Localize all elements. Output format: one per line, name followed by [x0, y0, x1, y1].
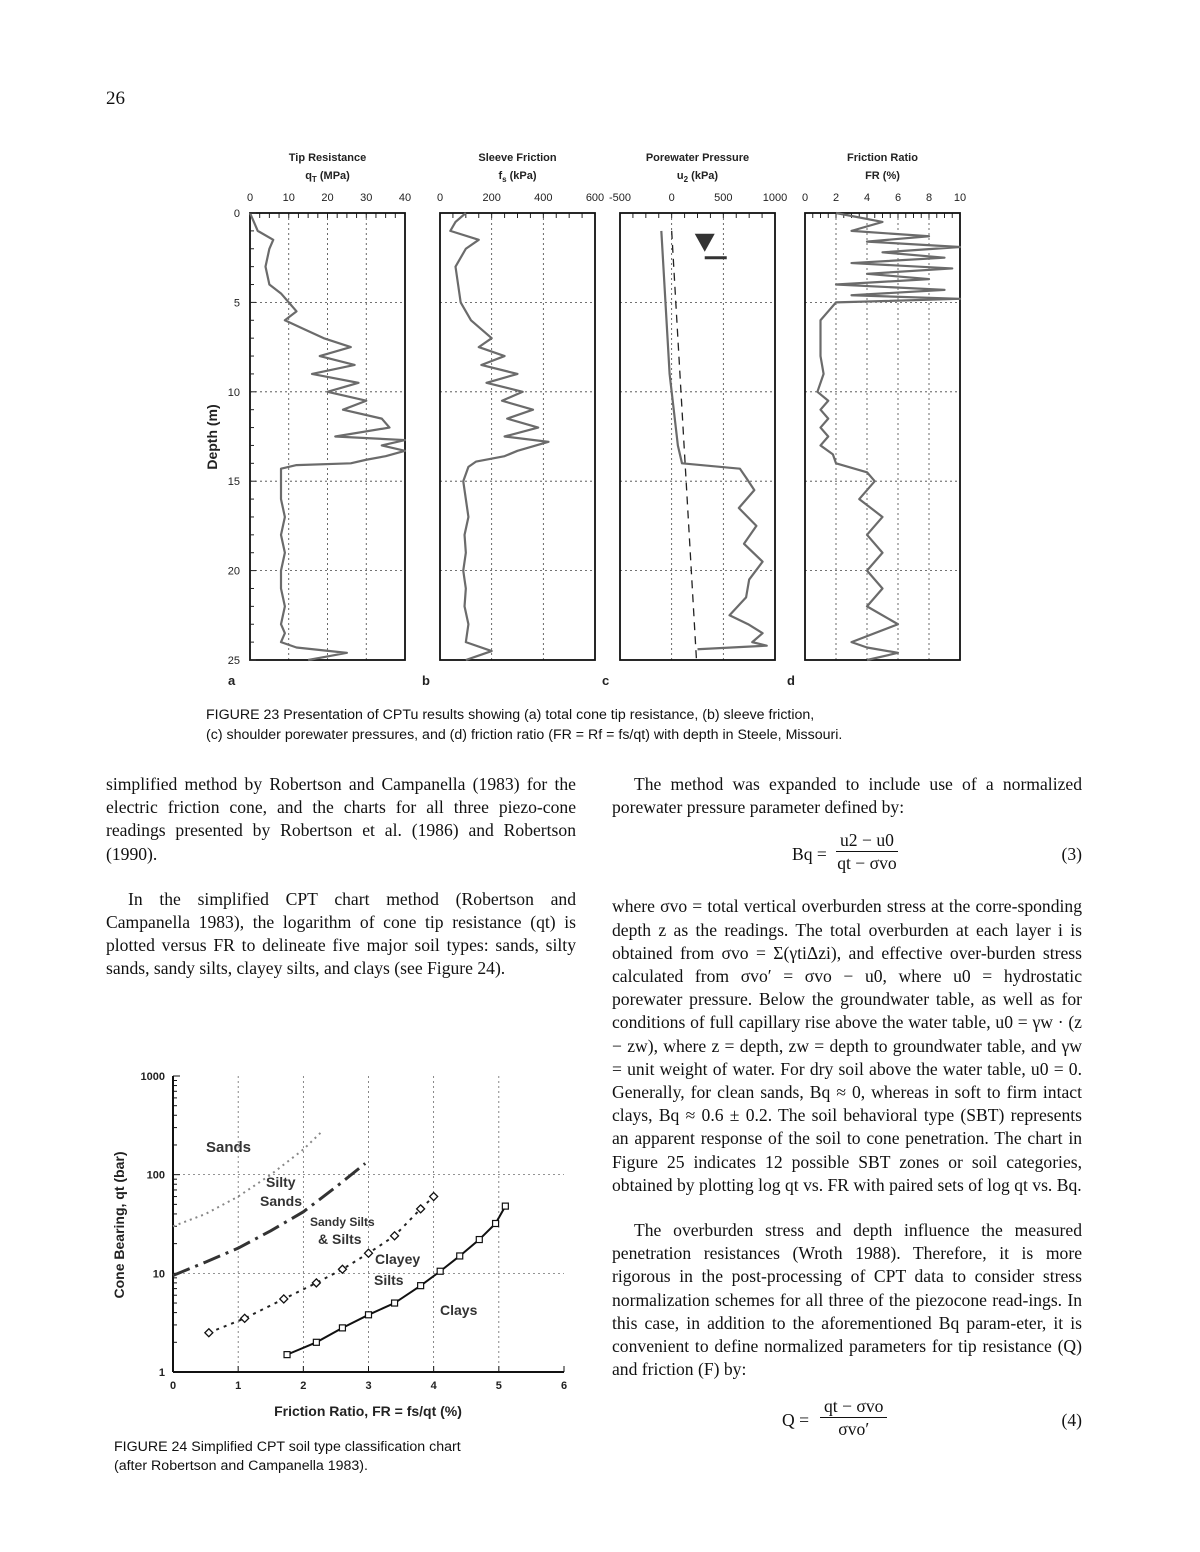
fig24-zone-label: Sands — [260, 1193, 303, 1209]
equation-3-lhs: Bq = — [792, 844, 827, 865]
panel-a-series-profile — [250, 213, 405, 660]
depth-tick-label: 5 — [233, 297, 240, 310]
fig24-zone-label: Silts — [374, 1272, 404, 1288]
panel-d-tick-label: 2 — [832, 192, 840, 204]
fig24-square-marker — [392, 1300, 398, 1306]
fig24-x-tick-label: 5 — [495, 1380, 502, 1392]
fig24-square-marker — [366, 1312, 372, 1318]
fig24-zone-label: Silty — [266, 1174, 296, 1190]
panel-a-letter: a — [228, 673, 236, 688]
panel-b-tick-label: 600 — [585, 192, 605, 204]
fig24-diamond-marker — [312, 1279, 320, 1287]
panel-c-tick-label: 500 — [714, 192, 733, 204]
fig24-diamond-marker — [338, 1265, 346, 1273]
fig24-y-tick-label: 1000 — [140, 1071, 165, 1083]
fig24-square-marker — [493, 1220, 499, 1226]
fig24-x-tick-label: 3 — [365, 1380, 372, 1392]
panel-b-title: Sleeve Friction — [478, 152, 557, 164]
fig24-zone-label: Sands — [206, 1139, 252, 1156]
right-column — [612, 773, 1082, 1455]
equation-4-lhs: Q = — [782, 1410, 810, 1431]
fig24-y-tick-label: 100 — [146, 1169, 165, 1182]
panel-c-unit: $u_2$ (kPa) — [676, 170, 719, 184]
right-paragraph-3: The overburden stress and depth influence the measured penetration resistances (Wroth 1988). Therefore, it is more rigorous in the post-processing of CPT data to consider stress normalization schemes for all three of the piezocone read-ings. In this case, in addition to the aforementioned Bq param-eter, it is convenient to define normalized parameters for tip resistance (Q) and friction (F) by: — [612, 1220, 1082, 1380]
figure-24-caption-line1: Simplified CPT soil type classification chart — [191, 1439, 461, 1455]
fig24-square-marker — [457, 1253, 463, 1259]
right-paragraph-1: The method was expanded to include use of a normalized porewater pressure parameter defined by: — [612, 774, 1082, 818]
panel-d-letter: d — [787, 673, 795, 688]
panel-c-frame — [620, 213, 775, 660]
fig24-square-marker — [476, 1237, 482, 1243]
panel-a-frame — [250, 213, 405, 660]
figure-23-caption-line1: Presentation of CPTu results showing (a) total cone tip resistance, (b) sleeve friction, — [283, 707, 815, 723]
fig24-zone-label: Clays — [440, 1302, 478, 1318]
panel-a-tick-label: 30 — [360, 192, 373, 204]
fig24-diamond-marker — [417, 1205, 425, 1213]
panel-b-letter: b — [422, 673, 430, 688]
panel-b-unit: $f_s$ (kPa) — [498, 170, 537, 184]
fig24-square-marker — [313, 1339, 319, 1345]
panel-d-series-profile — [817, 213, 960, 660]
left-paragraph-2: In the simplified CPT chart method (Robertson and Campanella 1983), the logarithm of cone tip resistance (qt) is plotted versus FR to delineate five major soil types: sands, silty sands, sandy silts, clayey silts, and clays (see Figure 24). — [106, 888, 576, 979]
panel-a-tick-label: 20 — [321, 192, 334, 204]
fig24-diamond-marker — [430, 1193, 438, 1201]
panel-a-tick-label: 10 — [282, 192, 295, 204]
panel-c-title: Porewater Pressure — [645, 152, 750, 164]
panel-c — [602, 152, 787, 688]
depth-axis-label: Depth (m) — [204, 404, 220, 470]
panel-b-series-profile — [450, 213, 548, 660]
equation-4-numerator: qt − σvo — [820, 1395, 887, 1418]
fig24-x-tick-label: 4 — [430, 1380, 437, 1392]
panel-d-tick-label: 10 — [953, 192, 967, 204]
fig24-diamond-marker — [391, 1232, 399, 1240]
panel-a — [228, 152, 411, 688]
figure-24-label: FIGURE 24 — [114, 1439, 188, 1455]
fig24-zone-label: Clayey — [375, 1251, 421, 1267]
figure-23-cptu-profiles — [195, 145, 1015, 695]
fig24-square-marker — [418, 1283, 424, 1289]
panel-a-title: Tip Resistance — [288, 152, 367, 164]
equation-3-numerator: u2 − u0 — [836, 829, 898, 852]
depth-tick-label: 25 — [227, 655, 240, 667]
fig24-x-tick-label: 2 — [300, 1380, 307, 1392]
figure-24-caption — [114, 1438, 574, 1476]
fig24-diamond-marker — [205, 1329, 213, 1337]
fig24-square-marker — [437, 1268, 443, 1274]
figure-23-label: FIGURE 23 — [206, 707, 280, 723]
page-number: 26 — [106, 88, 125, 109]
fig24-x-axis-label: Friction Ratio, FR = fs/qt (%) — [274, 1403, 462, 1419]
depth-tick-label: 0 — [233, 208, 240, 220]
fig24-diamond-marker — [280, 1295, 288, 1303]
equation-3 — [612, 829, 1082, 889]
panel-c-tick-label: 0 — [668, 192, 675, 204]
depth-tick-label: 15 — [227, 476, 240, 489]
right-paragraph-2: where σvo = total vertical overburden stress at the corre-sponding depth z as the readings. The total overburden at each layer i is obtained from σvo = Σ(γtiΔzi), and effective over-burden stress calculated from σvo′ = σvo − u0, where u0 = hydrostatic porewater pressure. Below the groundwater table, as well as for conditions of full capillary rise above the water table, u0 = γw · (z − zw), where z = depth, zw = depth to groundwater table, and γw = unit weight of water. For dry soil above the water table, u0 = 0. Generally, for clean sands, Bq ≈ 0, whereas in soft to firm intact clays, Bq ≈ 0.6 ± 0.2. The soil behavioral type (SBT) represents an apparent response of the soil to cone penetration. The chart in Figure 25 indicates 12 possible SBT zones or soil categories, obtained by plotting log qt vs. FR with paired sets of log qt vs. Bq. — [612, 896, 1082, 1195]
equation-3-number: (3) — [1061, 844, 1082, 865]
fig24-x-tick-label: 6 — [560, 1380, 568, 1392]
left-column — [106, 773, 576, 981]
panel-b — [422, 152, 604, 688]
fig24-diamond-marker — [365, 1249, 373, 1257]
equation-3-denominator: qt − σvo — [837, 853, 897, 874]
fig24-square-marker — [502, 1203, 508, 1209]
depth-tick-label: 20 — [227, 565, 240, 578]
panel-c-tick-label: -500 — [608, 192, 632, 204]
panel-a-unit: $q_T$ (MPa) — [305, 170, 350, 184]
fig24-y-tick-label: 1 — [158, 1367, 165, 1379]
fig24-square-marker — [339, 1325, 345, 1331]
panel-d-unit: FR (%) — [865, 170, 900, 182]
fig24-square-marker — [284, 1352, 290, 1358]
panel-a-tick-label: 40 — [398, 192, 412, 204]
fig24-zone-label: & Silts — [318, 1231, 362, 1247]
figure-23-caption-line2: (c) shoulder porewater pressures, and (d) friction ratio (FR = Rf = fs/qt) with depth in Steele, Missouri. — [206, 727, 843, 743]
panel-b-frame — [440, 213, 595, 660]
fig24-x-tick-label: 0 — [169, 1380, 177, 1392]
panel-d — [787, 152, 966, 688]
fig24-x-tick-label: 1 — [235, 1380, 242, 1392]
panel-a-tick-label: 0 — [246, 192, 254, 204]
panel-b-tick-label: 400 — [534, 192, 553, 204]
equation-3-fraction — [836, 829, 898, 874]
panel-c-series-u0 — [672, 231, 697, 660]
figure-23-caption — [206, 705, 1006, 745]
figure-24-soil-classification-chart — [106, 1060, 586, 1430]
depth-tick-label: 10 — [227, 386, 240, 399]
panel-b-tick-label: 0 — [436, 192, 444, 204]
equation-4-denominator: σvo′ — [838, 1419, 870, 1440]
panel-d-tick-label: 0 — [801, 192, 809, 204]
equation-4-fraction — [820, 1395, 887, 1440]
fig24-diamond-marker — [241, 1314, 249, 1322]
left-paragraph-1: simplified method by Robertson and Campanella (1983) for the electric friction cone, and the charts for all three piezo-cone readings presented by Robertson et al. (1986) and Robertson (1990). — [106, 774, 576, 864]
panel-d-tick-label: 8 — [925, 192, 933, 204]
panel-c-letter: c — [602, 673, 610, 688]
water-table-icon — [695, 234, 715, 252]
panel-d-tick-label: 4 — [863, 192, 871, 204]
equation-4-number: (4) — [1061, 1410, 1082, 1431]
fig24-y-tick-label: 10 — [152, 1268, 165, 1281]
equation-4 — [612, 1395, 1082, 1455]
panel-c-tick-label: 1000 — [762, 192, 788, 204]
fig24-zone-label: Sandy Silts — [310, 1215, 375, 1229]
figure-24-caption-line2: (after Robertson and Campanella 1983). — [114, 1458, 368, 1474]
panel-d-tick-label: 6 — [894, 192, 902, 204]
panel-d-title: Friction Ratio — [847, 152, 918, 164]
panel-c-series-u2 — [661, 231, 766, 649]
panel-b-tick-label: 200 — [482, 192, 501, 204]
fig24-y-axis-label: Cone Bearing, qt (bar) — [111, 1151, 127, 1299]
